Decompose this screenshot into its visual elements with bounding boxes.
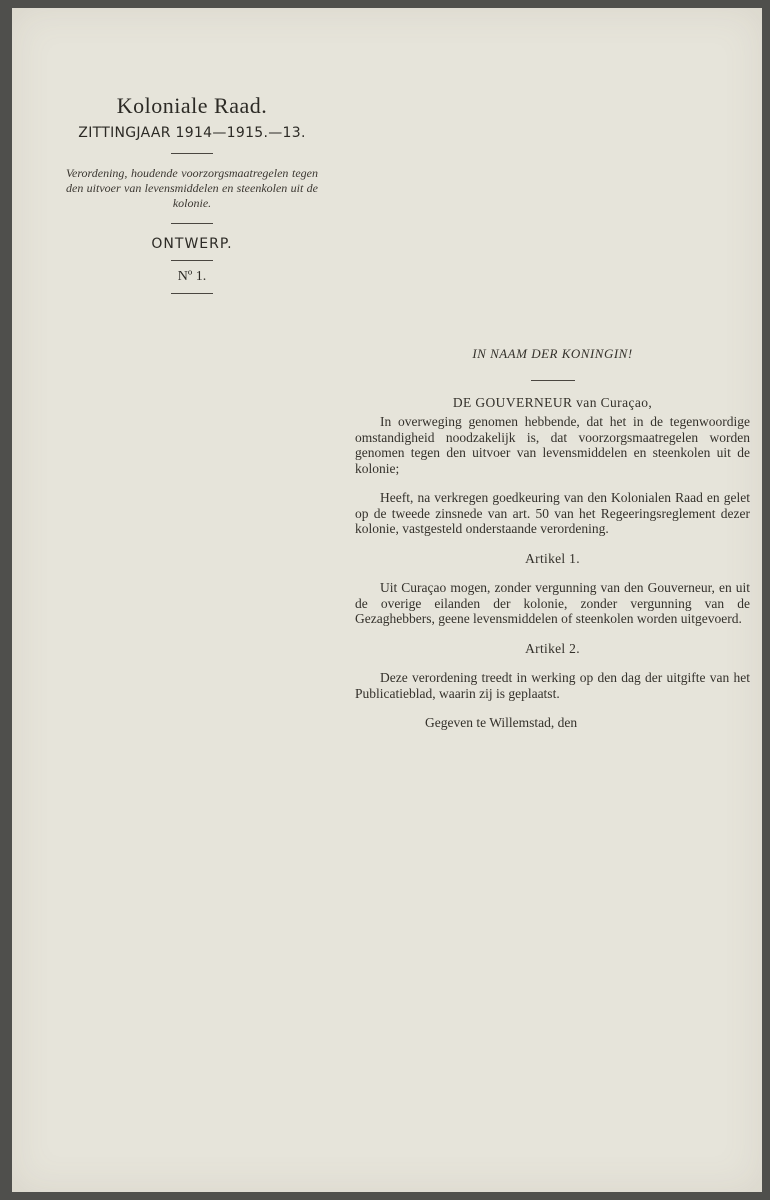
divider xyxy=(171,223,213,224)
article-heading: Artikel 2. xyxy=(525,640,580,656)
divider xyxy=(171,293,213,294)
article-heading: Artikel 1. xyxy=(525,550,580,566)
governor-line: DE GOUVERNEUR van Curaçao, xyxy=(452,394,653,410)
document-number: Nº 1. xyxy=(177,269,207,284)
closing-line: Gegeven te Willemstad, den xyxy=(425,715,578,730)
divider xyxy=(171,260,213,261)
divider xyxy=(171,153,213,154)
ordinance-text xyxy=(355,346,750,731)
considering-paragraph: In overweging genomen hebbende, dat het in de tegenwoordige omstandigheid noodzakelijk is, dat voorzorgsmaatregelen worden genomen tegen den uitvoer van levensmiddelen en steenkolen uit de kolonie; xyxy=(355,414,750,476)
draft-label: ONTWERP. xyxy=(151,236,233,252)
session-year: ZITTINGJAAR 1914—1915.—13. xyxy=(78,125,306,141)
header-column xyxy=(62,93,322,302)
ordinance-description: Verordening, houdende voorzorgsmaatregelen tegen den uitvoer van levensmiddelen en steenkolen uit de kolonie. xyxy=(66,166,318,210)
enacting-paragraph: Heeft, na verkregen goedkeuring van den Kolonialen Raad en gelet op de tweede zinsnede van art. 50 van het Regeeringsreglement dezer kolonie, vastgesteld onderstaande verordening. xyxy=(355,490,750,536)
invocation: IN NAAM DER KONINGIN! xyxy=(472,346,633,361)
document-page xyxy=(12,8,762,1192)
divider xyxy=(531,380,575,381)
article-text: Deze verordening treedt in werking op den dag der uitgifte van het Publicatieblad, waarin zij is geplaatst. xyxy=(355,670,750,701)
council-title: Koloniale Raad. xyxy=(116,93,268,118)
article-text: Uit Curaçao mogen, zonder vergunning van den Gouverneur, en uit de overige eilanden der kolonie, zonder vergunning van de Gezaghebbers, geene levensmiddelen of steenkolen worden uitgevoerd. xyxy=(355,580,750,626)
